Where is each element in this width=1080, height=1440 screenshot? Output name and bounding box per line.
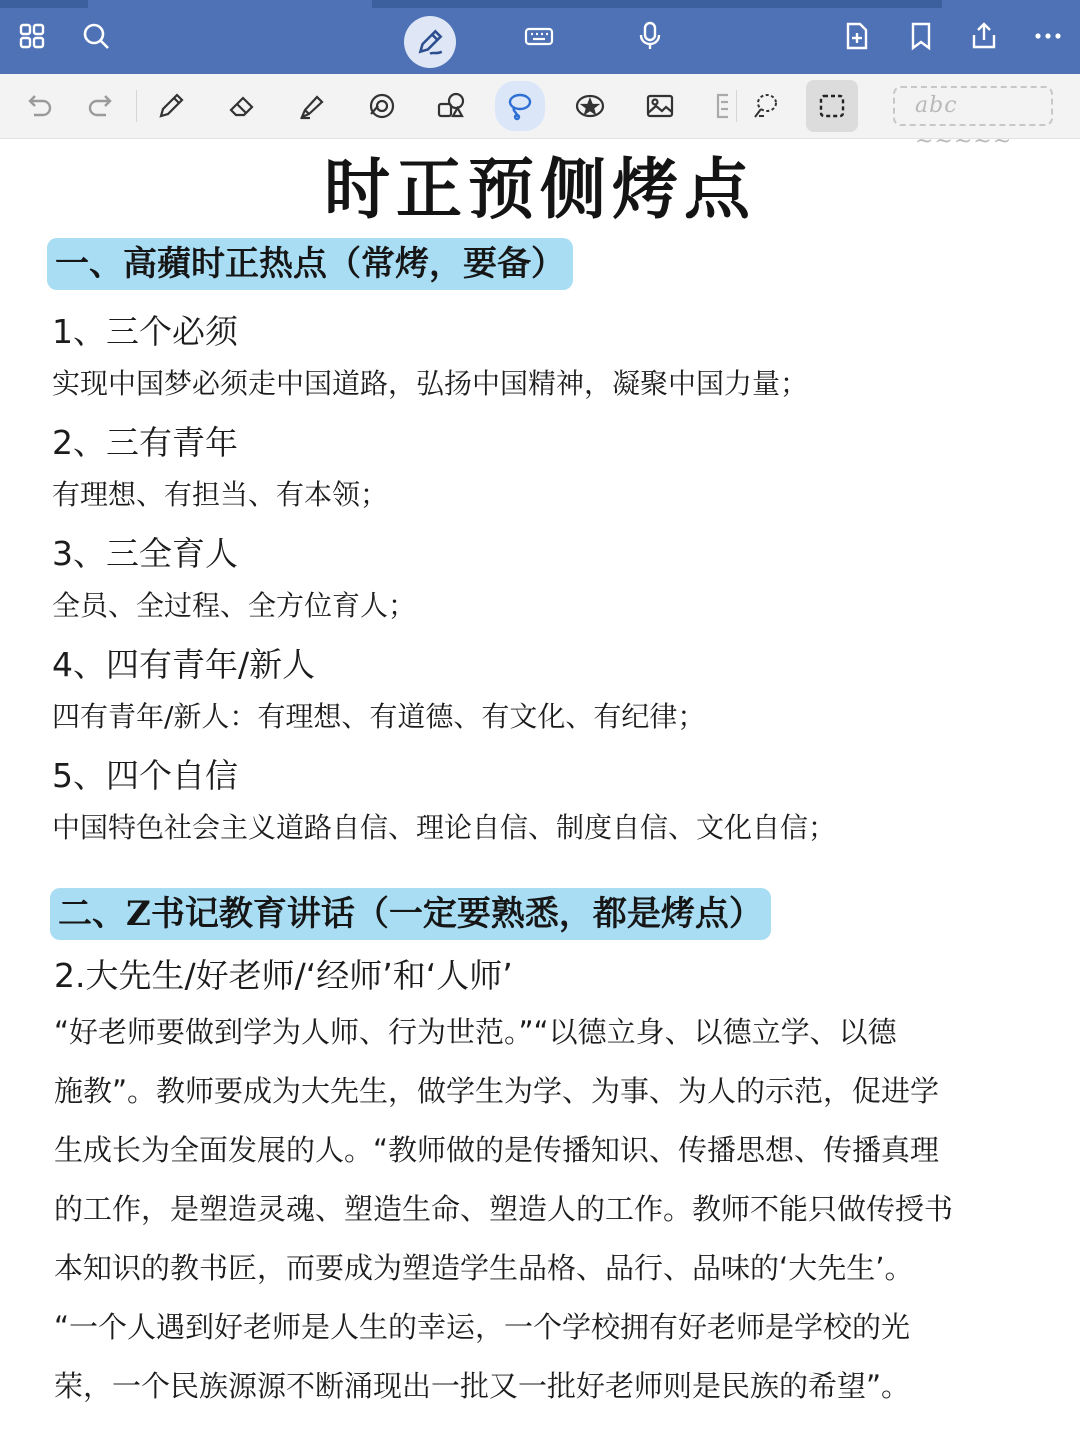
- section-heading-2: 二、Z书记教育讲话（一定要熟悉，都是烤点）: [50, 888, 771, 940]
- sticker-icon[interactable]: [570, 86, 610, 126]
- item-body-2: 有理想、有担当、有本领；: [52, 478, 389, 511]
- tab-edge-left: [0, 0, 88, 8]
- paragraph-line: “一个人遇到好老师是人生的幸运，一个学校拥有好老师是学校的光: [54, 1310, 911, 1344]
- grid-icon[interactable]: [15, 19, 49, 53]
- subheading: 2.大先生/好老师/‘经师’和‘人师’: [54, 956, 513, 995]
- item-heading-2: 2、三有青年: [52, 423, 238, 462]
- selection-box-icon[interactable]: [806, 80, 858, 132]
- share-icon[interactable]: [967, 19, 1001, 53]
- app-bar: [0, 0, 1080, 74]
- paragraph-line: 的工作，是塑造灵魂、塑造生命、塑造人的工作。教师不能只做传授书: [54, 1192, 954, 1226]
- eraser-icon[interactable]: [222, 86, 262, 126]
- item-body-4: 四有青年/新人：有理想、有道德、有文化、有纪律；: [52, 700, 706, 733]
- more-icon[interactable]: [1031, 19, 1065, 53]
- item-heading-4: 4、四有青年/新人: [52, 645, 316, 684]
- add-page-icon[interactable]: [840, 19, 874, 53]
- search-icon[interactable]: [79, 19, 113, 53]
- zoom-lasso-icon[interactable]: [746, 86, 786, 126]
- highlighter-icon[interactable]: [292, 86, 332, 126]
- pencil-icon[interactable]: [151, 86, 191, 126]
- microphone-icon[interactable]: [633, 19, 667, 53]
- bookmark-icon[interactable]: [904, 19, 938, 53]
- item-heading-1: 1、三个必须: [52, 312, 238, 351]
- paragraph-line: 生成长为全面发展的人。“教师做的是传播知识、传播思想、传播真理: [54, 1133, 940, 1167]
- paragraph-line: 本知识的教书匠，而要成为塑造学生品格、品行、品味的‘大先生’。: [54, 1251, 914, 1285]
- page-title: 时正预侧烤点: [324, 150, 756, 228]
- lasso-icon[interactable]: [495, 81, 545, 131]
- paragraph-line: 荣，一个民族源源不断涌现出一批又一批好老师则是民族的希望”。: [54, 1369, 911, 1403]
- text-box-tool[interactable]: abc ~~~~~: [893, 86, 1053, 126]
- item-heading-3: 3、三全育人: [52, 534, 238, 573]
- elements-icon[interactable]: [431, 86, 471, 126]
- toolbar-divider: [736, 90, 737, 122]
- paragraph-line: “好老师要做到学为人师、行为世范。”“以德立身、以德立学、以德: [54, 1015, 897, 1049]
- tab-edge-center: [372, 0, 942, 8]
- section-heading-1: 一、高蘋时正热点（常烤，要备）: [47, 238, 573, 290]
- keyboard-icon[interactable]: [522, 19, 556, 53]
- undo-icon[interactable]: [18, 86, 58, 126]
- item-body-1: 实现中国梦必须走中国道路，弘扬中国精神，凝聚中国力量；: [52, 367, 809, 400]
- item-body-5: 中国特色社会主义道路自信、理论自信、制度自信、文化自信；: [52, 811, 837, 844]
- item-heading-5: 5、四个自信: [52, 756, 238, 795]
- image-icon[interactable]: [640, 86, 680, 126]
- redo-icon[interactable]: [82, 86, 122, 126]
- shapes-icon[interactable]: [362, 86, 402, 126]
- item-body-3: 全员、全过程、全方位育人；: [52, 589, 417, 622]
- toolbar-divider: [136, 90, 137, 122]
- pen-mode-icon[interactable]: [404, 16, 456, 68]
- paragraph: [54, 1003, 1014, 1416]
- paragraph-line: 施教”。教师要成为大先生，做学生为学、为事、为人的示范，促进学: [54, 1074, 940, 1108]
